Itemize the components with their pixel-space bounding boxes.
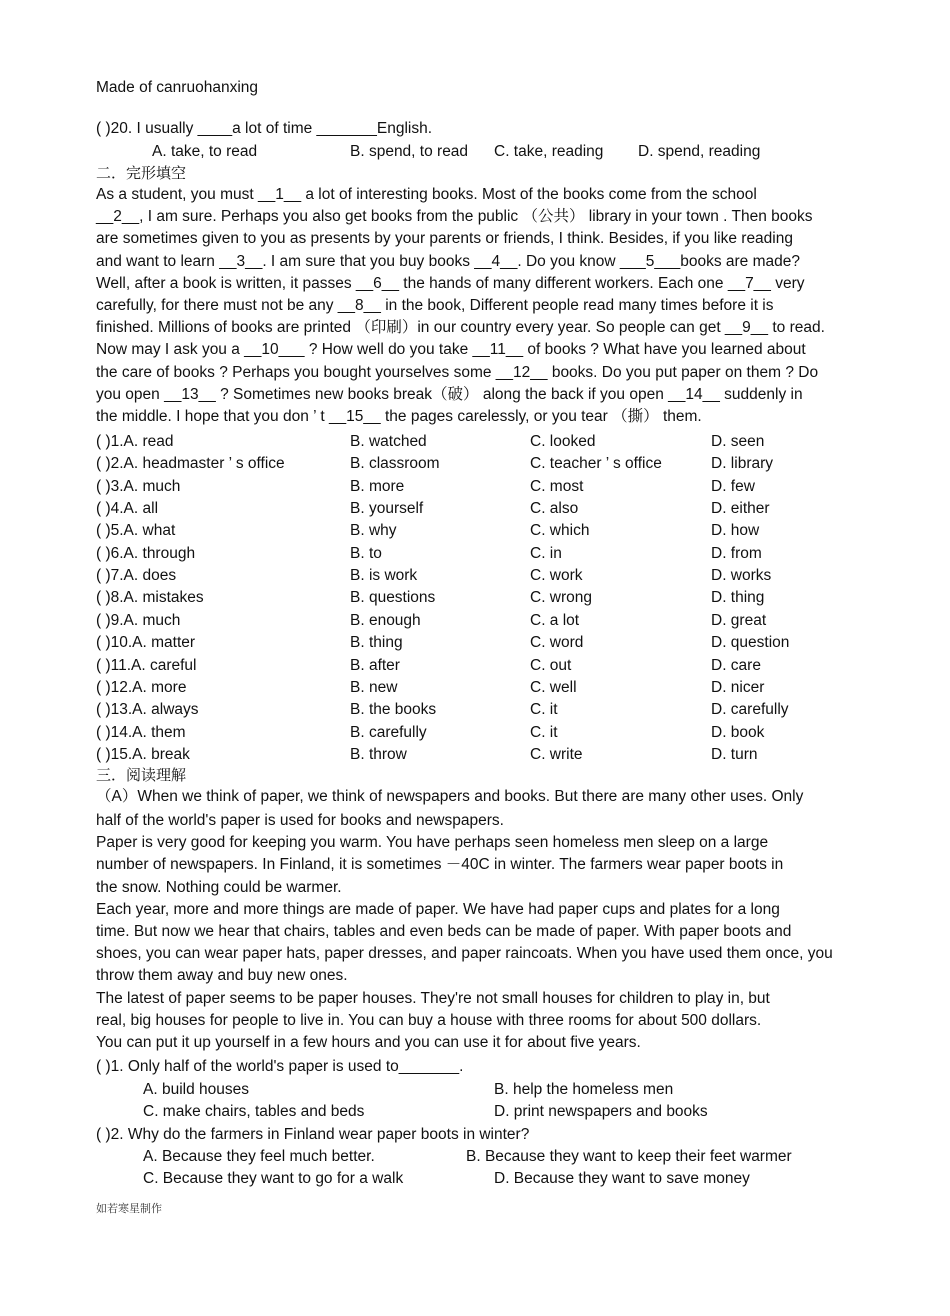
reading-section-title: 三．阅读理解: [96, 766, 187, 784]
option-b: B. new: [350, 678, 398, 696]
option-d: D. few: [711, 477, 755, 495]
cloze-question-row: [0, 543, 950, 565]
option-c: C. write: [530, 745, 583, 763]
reading-question-2-options-row2: [0, 1168, 950, 1190]
question-stem: ( )13.A. always: [96, 701, 199, 719]
option-c: C. make chairs, tables and beds: [143, 1103, 365, 1120]
passage-line: Paper is very good for keeping you warm. You have perhaps seen homeless men sleep on a large: [96, 834, 769, 852]
question-stem: ( )1.A. read: [96, 433, 174, 450]
option-b: B. more: [350, 477, 405, 495]
question-stem: ( )5.A. what: [96, 522, 176, 540]
option-b: B. to: [350, 544, 382, 562]
question-stem: ( )2.A. headmaster ’ s office: [96, 455, 285, 473]
option-b: B. enough: [350, 611, 421, 629]
document-header: Made of canruohanxing: [96, 79, 259, 96]
passage-line: half of the world's paper is used for books and newspapers.: [96, 812, 504, 829]
option-c: C. well: [530, 678, 577, 696]
cloze-question-row: [0, 498, 950, 520]
cloze-question-row: [0, 699, 950, 721]
option-d: D. book: [711, 723, 765, 741]
question-stem: ( )3.A. much: [96, 477, 181, 495]
option-c: C. Because they want to go for a walk: [143, 1170, 404, 1187]
option-c: C. also: [530, 500, 579, 518]
question-20-stem: ( )20. I usually ____a lot of time _______English.: [96, 120, 433, 137]
option-d: D. question: [711, 634, 790, 652]
option-b: B. help the homeless men: [494, 1081, 674, 1098]
passage-line: As a student, you must __1__ a lot of interesting books. Most of the books come from the school: [96, 186, 757, 203]
option-c: C. wrong: [530, 589, 593, 607]
question-stem: ( )11.A. careful: [96, 656, 197, 674]
cloze-section-title: 二．完形填空: [96, 164, 187, 182]
option-a: A. build houses: [143, 1081, 249, 1098]
cloze-question-row: [0, 520, 950, 542]
option-c: C. it: [530, 723, 558, 741]
option-b: B. carefully: [350, 723, 427, 741]
passage-line: finished. Millions of books are printed （印刷）in our country every year. So people can get __9__ to read.: [96, 319, 825, 337]
option-d: D. library: [711, 455, 774, 473]
option-d: D. how: [711, 522, 760, 540]
reading-question-1-options-row1: [0, 1079, 950, 1101]
passage-line: （A）When we think of paper, we think of newspapers and books. But there are many other uses. Only: [96, 788, 804, 805]
cloze-question-row: [0, 677, 950, 699]
passage-line: time. But now we hear that chairs, tables and even beds can be made of paper. With paper boots and: [96, 922, 792, 940]
option-b: B. yourself: [350, 500, 424, 518]
option-c: C. looked: [530, 433, 596, 450]
cloze-question-row: [0, 655, 950, 677]
question-20-options: [0, 141, 950, 163]
passage-line: and want to learn __3__. I am sure that you buy books __4__. Do you know ___5___books are made?: [96, 252, 801, 270]
option-c: C. it: [530, 701, 558, 719]
passage-line: __2__, I am sure. Perhaps you also get books from the public （公共） library in your town . Then books: [96, 208, 813, 226]
question-stem: ( )4.A. all: [96, 500, 159, 518]
passage-line: the care of books ? Perhaps you bought yourselves some __12__ books. Do you put paper on them ? Do: [96, 363, 819, 381]
option-b: B. Because they want to keep their feet warmer: [466, 1148, 792, 1165]
passage-line: carefully, for there must not be any __8__ in the book, Different people read many times before it is: [96, 296, 774, 314]
option-b: B. is work: [350, 567, 418, 585]
passage-line: Each year, more and more things are made of paper. We have had paper cups and plates for a long: [96, 900, 780, 918]
cloze-question-row: [0, 453, 950, 475]
passage-line: real, big houses for people to live in. You can buy a house with three rooms for about 500 dollars.: [96, 1011, 762, 1029]
cloze-question-row: [0, 744, 950, 766]
passage-line: throw them away and buy new ones.: [96, 967, 348, 985]
option-c: C. out: [530, 656, 572, 674]
question-stem: ( )7.A. does: [96, 567, 177, 585]
option-b: B. spend, to read: [350, 143, 469, 160]
option-d: D. works: [711, 567, 772, 585]
passage-line: the snow. Nothing could be warmer.: [96, 878, 342, 896]
option-d: D. either: [711, 500, 770, 518]
page-footer: 如若寒星制作: [96, 1202, 162, 1215]
option-c: C. word: [530, 634, 584, 652]
reading-question-1-options-row2: [0, 1101, 950, 1123]
cloze-question-row: [0, 587, 950, 609]
option-b: B. the books: [350, 701, 437, 719]
option-b: B. throw: [350, 745, 407, 763]
question-stem: ( )6.A. through: [96, 544, 196, 562]
option-b: B. questions: [350, 589, 436, 607]
option-c: C. teacher ’ s office: [530, 455, 662, 473]
question-stem: ( )8.A. mistakes: [96, 589, 204, 607]
reading-passage: [96, 786, 866, 1054]
passage-line: You can put it up yourself in a few hours and you can use it for about five years.: [96, 1033, 641, 1051]
cloze-question-row: [0, 610, 950, 632]
option-d: D. spend, reading: [638, 143, 761, 160]
option-b: B. why: [350, 522, 397, 540]
option-b: B. classroom: [350, 455, 440, 473]
passage-line: Well, after a book is written, it passes __6__ the hands of many different workers. Each one __7__ very: [96, 274, 805, 292]
cloze-question-row: [0, 632, 950, 654]
reading-question-2-stem: ( )2. Why do the farmers in Finland wear paper boots in winter?: [96, 1126, 530, 1143]
passage-line: are sometimes given to you as presents by your parents or friends, I think. Besides, if you like reading: [96, 230, 793, 248]
option-c: C. most: [530, 477, 584, 495]
passage-line: number of newspapers. In Finland, it is sometimes －40C in winter. The farmers wear paper boots in: [96, 856, 784, 874]
option-d: D. from: [711, 544, 762, 562]
option-d: D. great: [711, 611, 767, 629]
option-d: D. Because they want to save money: [494, 1170, 750, 1187]
option-b: B. watched: [350, 433, 427, 450]
question-stem: ( )15.A. break: [96, 745, 190, 763]
option-c: C. a lot: [530, 611, 580, 629]
reading-question-1-stem: ( )1. Only half of the world's paper is used to_______.: [96, 1058, 464, 1075]
passage-line: the middle. I hope that you don ’ t __15__ the pages carelessly, or you tear （撕） them.: [96, 407, 702, 425]
option-a: A. Because they feel much better.: [143, 1148, 375, 1165]
question-stem: ( )12.A. more: [96, 678, 187, 696]
question-stem: ( )9.A. much: [96, 611, 181, 629]
option-b: B. thing: [350, 634, 403, 652]
option-d: D. care: [711, 656, 761, 674]
passage-line: The latest of paper seems to be paper houses. They're not small houses for children to play in, but: [96, 989, 770, 1007]
option-c: C. take, reading: [494, 143, 604, 160]
cloze-passage: [96, 184, 866, 428]
option-b: B. after: [350, 656, 400, 674]
passage-line: Now may I ask you a __10___ ? How well do you take __11__ of books ? What have you learned about: [96, 341, 806, 359]
option-c: C. in: [530, 544, 562, 562]
question-stem: ( )10.A. matter: [96, 634, 196, 652]
cloze-question-row: [0, 476, 950, 498]
reading-question-2-options-row1: [0, 1146, 950, 1168]
option-d: D. nicer: [711, 678, 765, 696]
option-d: D. carefully: [711, 701, 789, 719]
option-c: C. which: [530, 522, 590, 540]
passage-line: shoes, you can wear paper hats, paper dresses, and paper raincoats. When you have used them once, you: [96, 945, 833, 963]
option-a: A. take, to read: [152, 143, 258, 160]
cloze-question-row: [0, 431, 950, 453]
option-d: D. seen: [711, 433, 765, 450]
question-stem: ( )14.A. them: [96, 723, 186, 741]
cloze-question-row: [0, 722, 950, 744]
cloze-question-row: [0, 565, 950, 587]
option-d: D. print newspapers and books: [494, 1103, 708, 1120]
option-c: C. work: [530, 567, 583, 585]
option-d: D. turn: [711, 745, 758, 763]
option-d: D. thing: [711, 589, 765, 607]
passage-line: you open __13__ ? Sometimes new books break（破） along the back if you open __14__ suddenly in: [96, 385, 803, 403]
